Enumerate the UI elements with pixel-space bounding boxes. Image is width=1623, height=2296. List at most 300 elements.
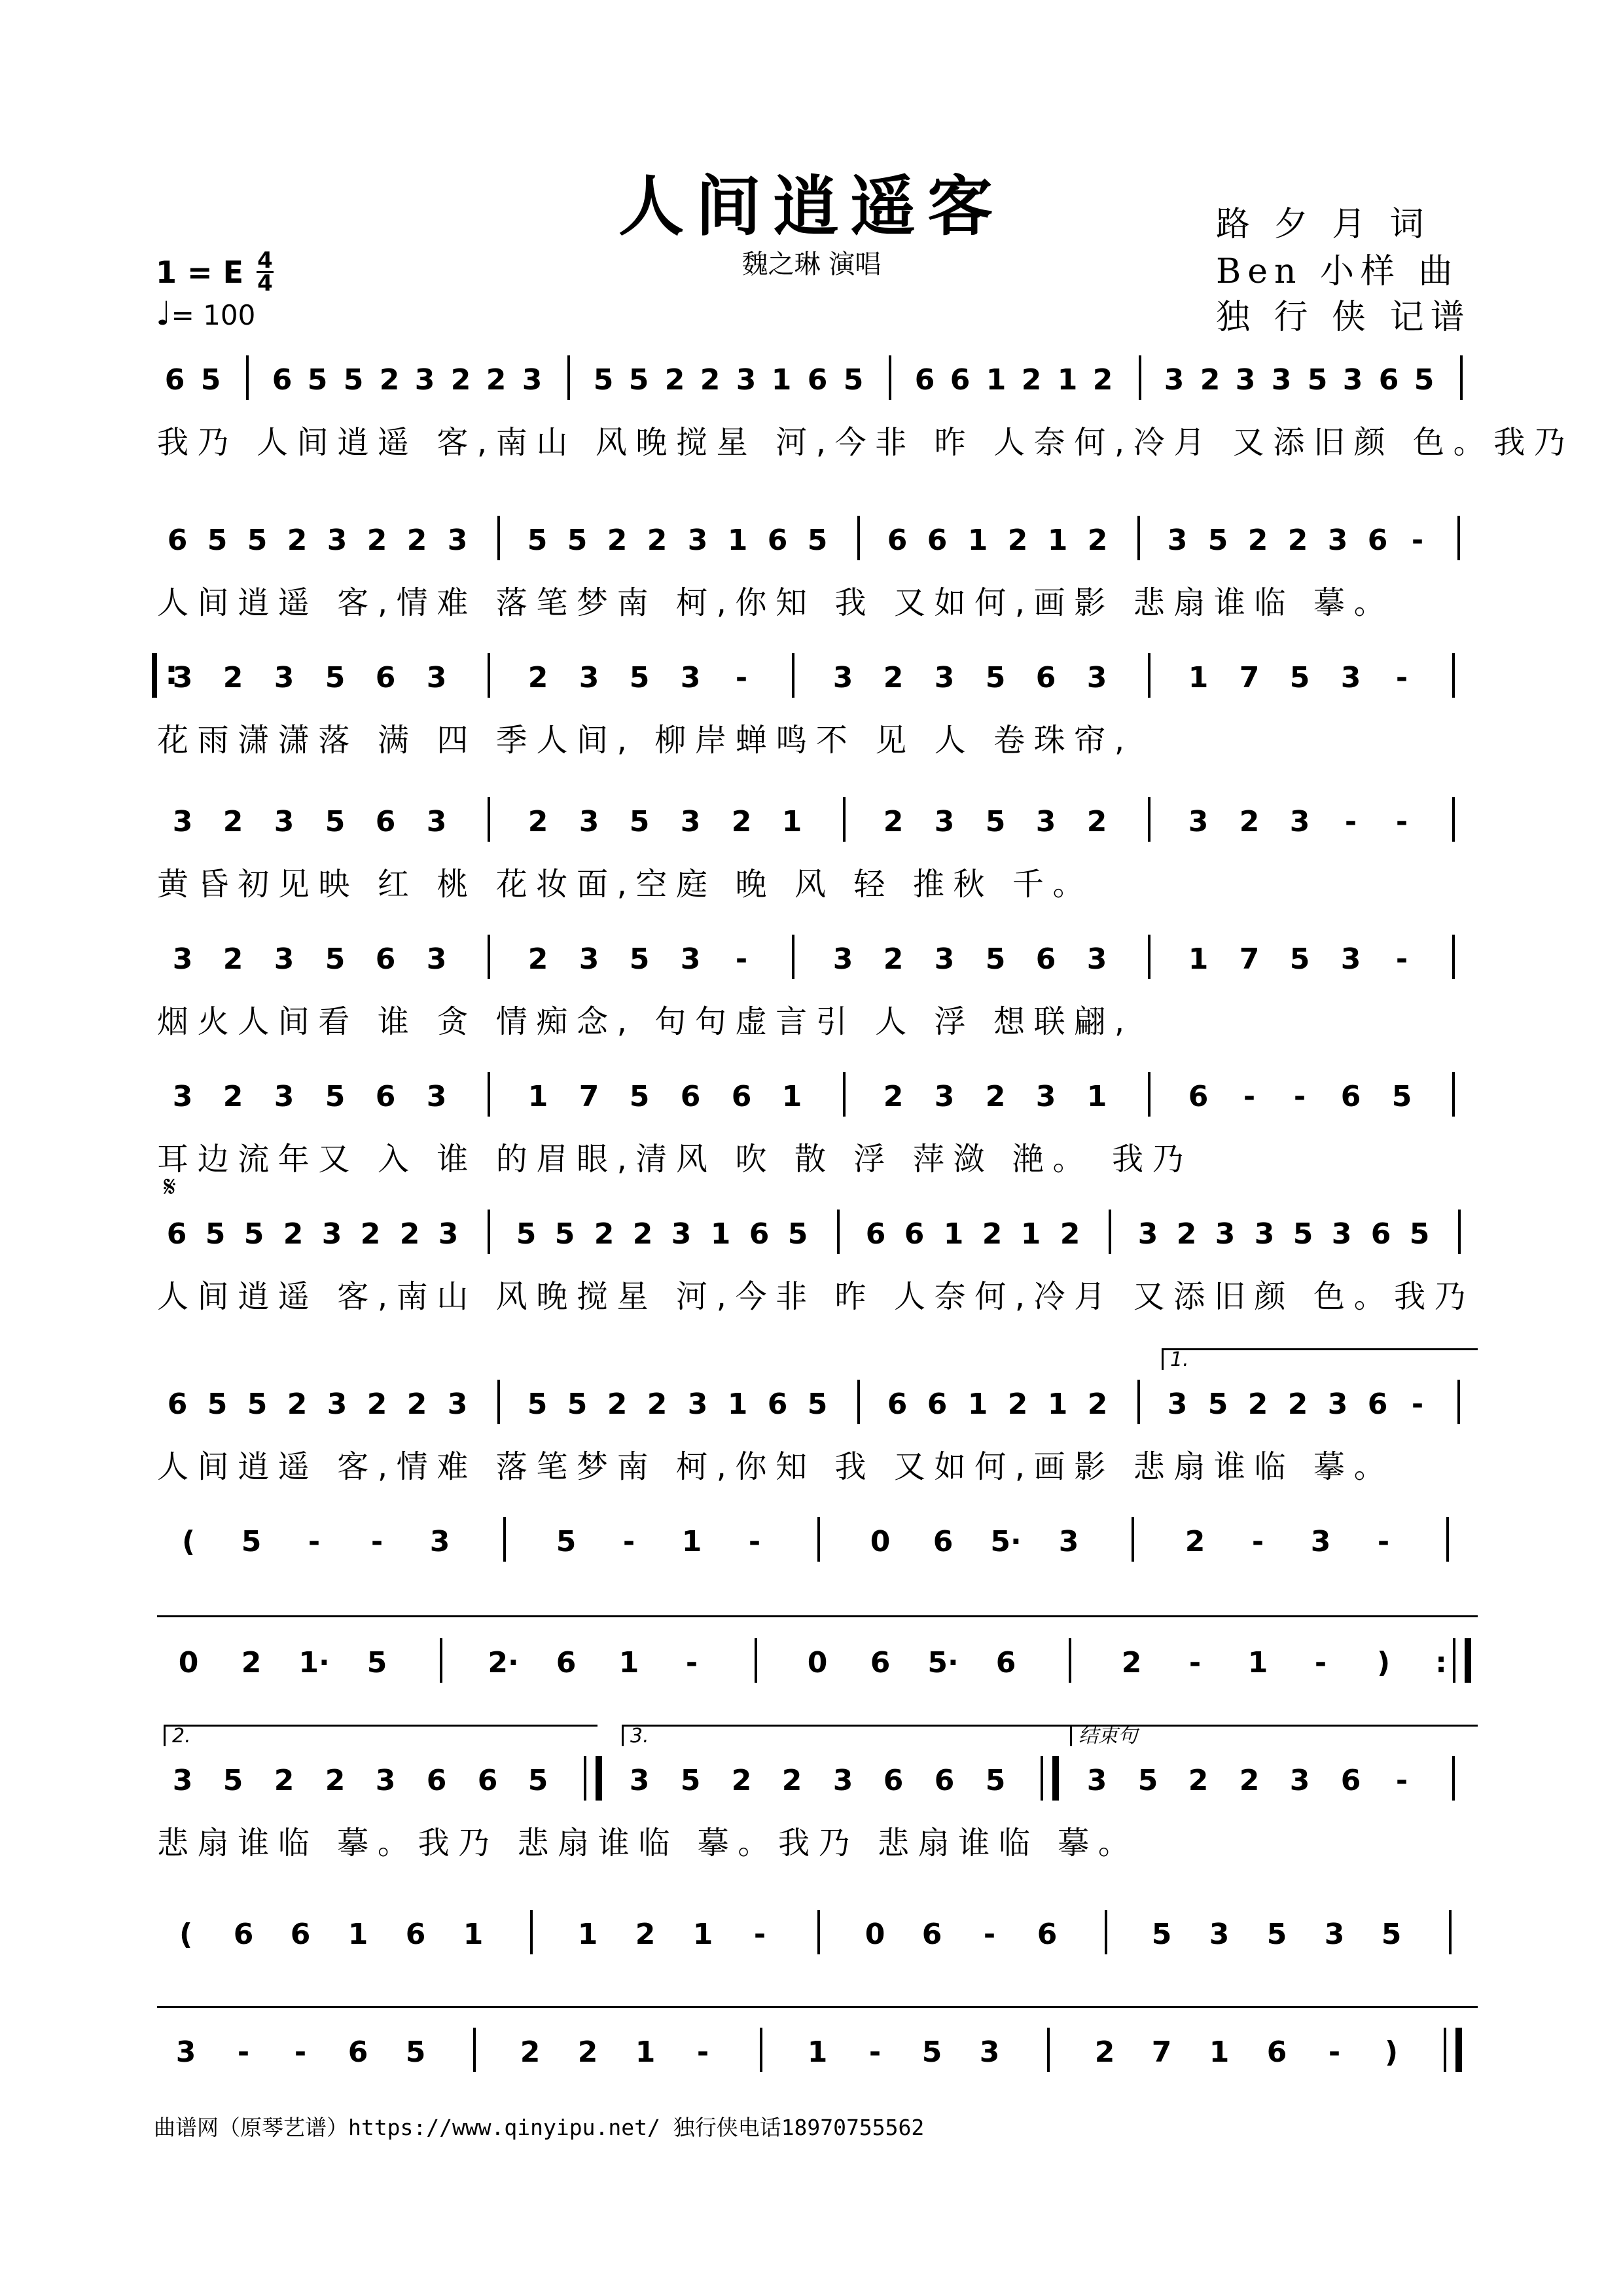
system-1-notes: [157, 344, 1478, 417]
note: 5: [366, 1646, 387, 1679]
note: 2: [406, 524, 427, 557]
note: 3: [1035, 805, 1056, 838]
barline: [567, 355, 570, 400]
barline: [488, 797, 490, 842]
barline: [889, 355, 891, 400]
note: 3: [327, 1388, 348, 1421]
note: -: [1395, 805, 1408, 838]
note: 1: [681, 1525, 702, 1558]
note: 0: [865, 1918, 885, 1951]
note: -: [753, 1918, 766, 1951]
note: 6: [1340, 1080, 1361, 1113]
note: 3: [736, 363, 757, 397]
note: 3: [687, 524, 708, 557]
quarter-note-icon: ♩: [156, 295, 171, 332]
note: 3: [274, 1080, 294, 1113]
note: 2: [1086, 805, 1107, 838]
note: 5: [1151, 1918, 1172, 1951]
note: 3: [934, 805, 955, 838]
note: 3: [1289, 1764, 1310, 1797]
note: 2: [1087, 524, 1108, 557]
note: 2: [379, 363, 400, 397]
note: 5: [1289, 942, 1310, 976]
note: 5: [527, 524, 548, 557]
note: 2: [223, 942, 243, 976]
note: 2: [700, 363, 721, 397]
note: 6: [375, 661, 396, 694]
note: 3: [172, 1080, 193, 1113]
note: 2: [399, 1217, 420, 1251]
note: 6: [167, 524, 188, 557]
note: 5: [556, 1525, 577, 1558]
barline: [497, 1380, 500, 1424]
note: 3: [1340, 661, 1361, 694]
note: 3: [172, 805, 193, 838]
double-barline: [1041, 1756, 1059, 1801]
note: 2: [577, 2036, 598, 2069]
note: -: [1377, 1525, 1390, 1558]
note: 6: [934, 1764, 955, 1797]
note: 1: [1057, 363, 1078, 397]
note: -: [1411, 1388, 1424, 1421]
note: 2: [527, 805, 548, 838]
note: 3: [1342, 363, 1363, 397]
note: 2: [781, 1764, 802, 1797]
barline: [488, 935, 490, 979]
note: 1: [727, 1388, 748, 1421]
note: 1: [1188, 942, 1209, 976]
note: 5: [985, 805, 1006, 838]
barline: [1132, 1517, 1134, 1562]
note: 6: [731, 1080, 752, 1113]
system-10-notes: [157, 1626, 1478, 1700]
note: 2: [325, 1764, 346, 1797]
note: 6: [914, 363, 935, 397]
barline: [792, 935, 794, 979]
barline: [843, 1072, 846, 1117]
note: 6: [927, 524, 948, 557]
barline: [1460, 355, 1463, 400]
note: 6: [1035, 661, 1056, 694]
note: 2: [632, 1217, 653, 1251]
barline: [1452, 1072, 1455, 1117]
note: -: [237, 2036, 250, 2069]
key-label: 1 = E: [156, 254, 244, 290]
note: 1: [943, 1217, 964, 1251]
note: 2: [1239, 805, 1260, 838]
note: 3: [426, 805, 447, 838]
note: 2: [883, 942, 904, 976]
system-3: [157, 641, 1478, 761]
note: 5: [223, 1764, 243, 1797]
note: 2: [1247, 524, 1268, 557]
barline: [817, 1517, 820, 1562]
note: 6: [1188, 1080, 1209, 1113]
note: 3: [1167, 524, 1188, 557]
note: -: [1344, 805, 1357, 838]
system-13: [157, 2016, 1478, 2089]
barline: [246, 355, 249, 400]
system-6-notes: [157, 1060, 1478, 1134]
note: 3: [579, 942, 599, 976]
note: 3: [680, 661, 701, 694]
note: 3: [1086, 942, 1107, 976]
barline: [1446, 1517, 1449, 1562]
note: -: [735, 942, 748, 976]
note: 3: [1209, 1918, 1230, 1951]
note: 2: [731, 1764, 752, 1797]
note: 6: [375, 1080, 396, 1113]
note: 6: [807, 363, 828, 397]
note: 3: [680, 805, 701, 838]
system-8: [157, 1348, 1478, 1487]
barline: [792, 653, 794, 698]
note: 1: [710, 1217, 731, 1251]
note: 3: [426, 942, 447, 976]
barline: [1457, 516, 1460, 560]
note: 2·: [488, 1646, 519, 1679]
note: 2: [486, 363, 507, 397]
note: 6: [883, 1764, 904, 1797]
note: 2: [274, 1764, 294, 1797]
barline: [488, 1072, 490, 1117]
note: -: [294, 2036, 307, 2069]
note: 5: [307, 363, 328, 397]
note: 5: [405, 2036, 426, 2069]
note: 5: [247, 1388, 268, 1421]
song-title: 人间逍遥客: [618, 168, 1005, 245]
note: 5: [1266, 1918, 1287, 1951]
barline: [1148, 1072, 1150, 1117]
note: 2: [1021, 363, 1042, 397]
note: 3: [1254, 1217, 1275, 1251]
time-top: 4: [257, 247, 273, 274]
note: 5: [807, 524, 828, 557]
performer: 魏之琳 演唱: [741, 249, 882, 279]
system-4-lyrics: 黄昏初见映 红 桃 花妆面,空庭 晚 风 轻 推秋 千。: [157, 866, 1094, 903]
note: 5: [241, 1525, 262, 1558]
note: 6: [1037, 1918, 1058, 1951]
note: -: [868, 2036, 882, 2069]
note: 2: [594, 1217, 615, 1251]
note: 2: [982, 1217, 1003, 1251]
note: 3: [1331, 1217, 1352, 1251]
note: 6: [749, 1217, 770, 1251]
note: 7: [1151, 2036, 1172, 2069]
note: 3: [1289, 805, 1310, 838]
system-5-lyrics: 烟火人间看 谁 贪 情痴念, 句句虚言引 人 浮 想联翩,: [157, 1003, 1133, 1040]
barline: [755, 1638, 757, 1683]
barline: [1458, 1210, 1461, 1254]
note: 6: [164, 363, 185, 397]
note: 1: [1209, 2036, 1230, 2069]
note: 5: [1381, 1918, 1402, 1951]
barline: [857, 516, 860, 560]
barline: [843, 797, 846, 842]
note: 1: [1086, 1080, 1107, 1113]
system-divider-2: [157, 2006, 1478, 2008]
note: 6: [272, 363, 293, 397]
system-1: [157, 344, 1575, 463]
note: 7: [579, 1080, 599, 1113]
note: 0: [807, 1646, 828, 1679]
note: 2: [406, 1388, 427, 1421]
note: 5: [629, 805, 650, 838]
note: 1: [807, 2036, 828, 2069]
barline: [1452, 653, 1455, 698]
note: 3: [680, 942, 701, 976]
note: 2: [664, 363, 685, 397]
note: 1: [986, 363, 1007, 397]
note: 3: [979, 2036, 1000, 2069]
note: 6: [995, 1646, 1016, 1679]
note: 3: [1327, 1388, 1348, 1421]
barline: [488, 1210, 490, 1254]
note: 6: [1370, 1217, 1391, 1251]
note: 5: [985, 661, 1006, 694]
note: 2: [985, 1080, 1006, 1113]
note: 6: [933, 1525, 954, 1558]
note: -: [748, 1525, 761, 1558]
note: 1: [781, 1080, 802, 1113]
note: 2: [635, 1918, 656, 1951]
system-7-lyrics: 人间逍遥 客,南山 风晚搅星 河,今非 昨 人奈何,冷月 又添旧颜 色。我乃: [157, 1278, 1475, 1315]
note: 3: [1137, 1217, 1158, 1251]
note: 2: [287, 1388, 308, 1421]
note: 3: [671, 1217, 692, 1251]
system-2-lyrics: 人间逍遥 客,情难 落笔梦南 柯,你知 我 又如何,画影 悲扇谁临 摹。: [157, 584, 1395, 621]
note: 3: [447, 524, 468, 557]
note: 3: [1058, 1525, 1079, 1558]
system-9: [157, 1505, 1478, 1579]
note: 5: [1414, 363, 1435, 397]
note: -: [1411, 524, 1424, 557]
system-4-notes: [157, 785, 1478, 859]
barline: [1047, 2028, 1050, 2072]
note: 1·: [298, 1646, 330, 1679]
double-barline: [1444, 2028, 1462, 2072]
note: 3: [1235, 363, 1256, 397]
note: 6: [1340, 1764, 1361, 1797]
barline: [1457, 1380, 1460, 1424]
note: 2: [1176, 1217, 1197, 1251]
system-8-lyrics: 人间逍遥 客,情难 落笔梦南 柯,你知 我 又如何,画影 悲扇谁临 摹。: [157, 1448, 1395, 1485]
note: -: [1395, 1764, 1408, 1797]
barline: [760, 2028, 762, 2072]
note: 1: [771, 363, 792, 397]
note: 3: [426, 661, 447, 694]
note: -: [1395, 942, 1408, 976]
barline: [1452, 797, 1455, 842]
note: 5: [1137, 1764, 1158, 1797]
barline: [1109, 1210, 1111, 1254]
note: -: [1328, 2036, 1341, 2069]
system-1-lyrics: 我乃 人间逍遥 客,南山 风晚搅星 河,今非 昨 人奈何,冷月 又添旧颜 色。我乃: [157, 424, 1575, 461]
note: 2: [1287, 1388, 1308, 1421]
note: 7: [1239, 661, 1260, 694]
note: 1: [727, 524, 748, 557]
note: 0: [178, 1646, 199, 1679]
system-9-notes: [157, 1505, 1478, 1579]
note: 5: [1391, 1080, 1412, 1113]
barline: [1148, 797, 1150, 842]
note: 6: [870, 1646, 891, 1679]
note: 5: [527, 1764, 548, 1797]
composer-credit: Ben 小样 曲: [1216, 252, 1459, 291]
note: 5: [593, 363, 614, 397]
note: 1: [967, 1388, 988, 1421]
note: 5: [527, 1388, 548, 1421]
note: 6: [348, 2036, 368, 2069]
note: 5·: [990, 1525, 1022, 1558]
note: 3: [579, 805, 599, 838]
note: -: [370, 1525, 383, 1558]
barline: [1452, 1756, 1455, 1801]
note: 1: [1020, 1217, 1041, 1251]
barline: [1148, 935, 1150, 979]
note: 6: [375, 942, 396, 976]
note: 3: [274, 661, 294, 694]
note: 5: [629, 942, 650, 976]
note: 3: [447, 1388, 468, 1421]
note: 3: [327, 524, 348, 557]
note: 5: [554, 1217, 575, 1251]
tempo-value: = 100: [171, 299, 256, 331]
note: 6: [904, 1217, 925, 1251]
note: 2: [527, 661, 548, 694]
note: 6: [405, 1918, 426, 1951]
barline: [857, 1380, 860, 1424]
note: (: [179, 1918, 193, 1951]
barline: [1137, 516, 1140, 560]
system-7-notes: [157, 1198, 1478, 1271]
note: 5: [343, 363, 364, 397]
note: 6: [680, 1080, 701, 1113]
note: 6: [1035, 942, 1056, 976]
note: 6: [767, 1388, 788, 1421]
note: 2: [1094, 2036, 1115, 2069]
note: -: [1293, 1080, 1306, 1113]
key-signature: [156, 247, 274, 296]
note: 3: [274, 942, 294, 976]
note: 6: [927, 1388, 948, 1421]
note: 6: [556, 1646, 577, 1679]
note: 2: [1185, 1525, 1205, 1558]
note: 5: [629, 1080, 650, 1113]
note: 1: [1047, 1388, 1068, 1421]
note: 2: [527, 942, 548, 976]
note: 3: [522, 363, 543, 397]
note: 0: [870, 1525, 891, 1558]
note: 3: [321, 1217, 342, 1251]
note: 1: [348, 1918, 368, 1951]
system-5-notes: [157, 923, 1478, 996]
lyricist-credit: 路 夕 月 词: [1216, 205, 1431, 244]
note: 1: [618, 1646, 639, 1679]
note: 6: [950, 363, 971, 397]
note: 2: [223, 661, 243, 694]
note: 5: [787, 1217, 808, 1251]
time-signature: [257, 247, 274, 296]
note: 1: [781, 805, 802, 838]
note: 2: [883, 805, 904, 838]
note: 5: [205, 1217, 226, 1251]
note: 1: [527, 1080, 548, 1113]
note: 5: [200, 363, 221, 397]
barline: [1148, 653, 1150, 698]
note: 3: [1086, 1764, 1107, 1797]
note: ): [1384, 2036, 1399, 2069]
note: 2: [366, 524, 387, 557]
double-barline: [584, 1756, 602, 1801]
note: 6: [375, 805, 396, 838]
note: 5: [247, 524, 268, 557]
note: 5: [567, 1388, 588, 1421]
barline: [473, 2028, 476, 2072]
note: 3: [1035, 1080, 1056, 1113]
note: 2: [883, 1080, 904, 1113]
note: 3: [175, 2036, 196, 2069]
system-2: [157, 504, 1478, 623]
note: -: [1395, 661, 1408, 694]
note: 3: [414, 363, 435, 397]
system-3-lyrics: 花雨潇潇落 满 四 季人间, 柳岸蝉鸣不 见 人 卷珠帘,: [157, 722, 1133, 759]
note: 2: [1092, 363, 1113, 397]
note: 5: [1207, 1388, 1228, 1421]
note: 2: [647, 524, 668, 557]
footer-credit: 曲谱网（原琴艺谱）https://www.qinyipu.net/ 独行侠电话18970755562: [154, 2115, 925, 2140]
system-12: [157, 1898, 1478, 1971]
note: 6: [1367, 1388, 1388, 1421]
note: 2: [1087, 1388, 1108, 1421]
repeat-end-bar: [1453, 1638, 1471, 1683]
note: 5: [843, 363, 864, 397]
note: 5: [207, 1388, 228, 1421]
note: -: [1251, 1525, 1264, 1558]
note: 5: [325, 1080, 346, 1113]
note: 2: [731, 805, 752, 838]
note: 5: [628, 363, 649, 397]
barline: [488, 653, 490, 698]
system-11-notes: [157, 1725, 1478, 1818]
system-2-notes: [157, 504, 1478, 577]
barline: [817, 1910, 820, 1954]
system-11: [157, 1725, 1478, 1863]
note: 3: [687, 1388, 708, 1421]
note: -: [735, 661, 748, 694]
system-8-notes: [157, 1348, 1478, 1441]
note: -: [1314, 1646, 1327, 1679]
note: 3: [1310, 1525, 1331, 1558]
note: 5: [1409, 1217, 1430, 1251]
note: 3: [429, 1525, 450, 1558]
note: 5: [567, 524, 588, 557]
note: 6: [1378, 363, 1399, 397]
note: 1: [692, 1918, 713, 1951]
segno-sign: 𝄋: [164, 1170, 176, 1204]
note: 2: [1007, 524, 1028, 557]
note: 6: [1367, 524, 1388, 557]
note: 1: [967, 524, 988, 557]
system-7: [157, 1198, 1478, 1317]
note: 3: [172, 942, 193, 976]
note: 5: [1207, 524, 1228, 557]
note: 1: [1047, 524, 1068, 557]
note: 3: [629, 1764, 650, 1797]
note: 1: [463, 1918, 484, 1951]
system-4: [157, 785, 1478, 905]
note: 2: [607, 1388, 628, 1421]
